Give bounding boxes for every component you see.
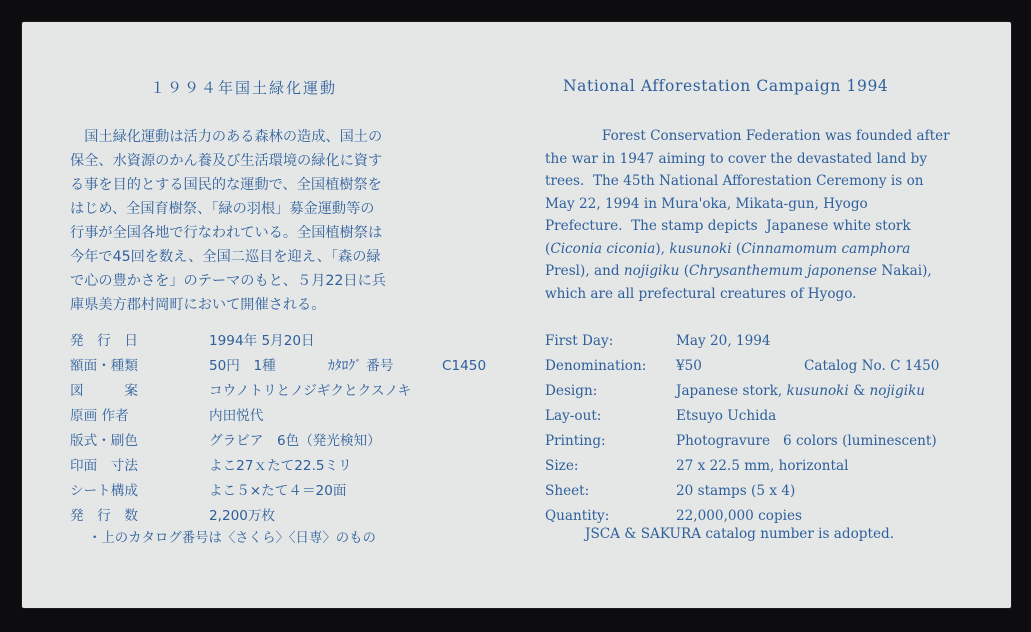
italic-run: kusunoki — [786, 383, 849, 399]
italic-run: Cinnamomum camphora — [741, 240, 911, 257]
text-run: Forest Conservation Federation was founded after — [576, 128, 950, 144]
japanese-paragraph-line: 国土緑化運動は活力のある森林の造成、国土の — [70, 129, 383, 145]
detail-value: グラビア 6色（発光検知） — [209, 433, 381, 449]
detail-label: 原画 作者 — [70, 408, 129, 424]
english-paragraph-line — [545, 170, 985, 193]
english-paragraph-line — [545, 148, 985, 171]
text-run: May 22, 1994 in Mura'oka, Mikata-gun, Hyogo — [545, 195, 868, 212]
detail-label: 図 案 — [70, 383, 138, 399]
catalog-number: Catalog No. C 1450 — [804, 358, 940, 374]
detail-label: 額面・種類 — [70, 358, 138, 374]
english-paragraph-line — [545, 283, 985, 306]
italic-run: Ciconia ciconia — [550, 240, 656, 257]
detail-value: 2,200万枚 — [209, 508, 276, 524]
japanese-paragraph-line: はじめ、全国育樹祭、「緑の羽根」募金運動等の — [70, 201, 375, 217]
japanese-paragraph-line: 庫県美方郡村岡町において開催される。 — [70, 297, 326, 313]
detail-label: First Day: — [545, 333, 614, 349]
text-run: ( — [679, 263, 690, 279]
japanese-title: １９９４年国土緑化運動 — [150, 79, 338, 97]
catalog-label: ｶﾀﾛｸﾞ 番号 — [328, 358, 394, 374]
text-run: the war in 1947 aiming to cover the devastated land by — [545, 150, 928, 167]
detail-value: Etsuyo Uchida — [676, 408, 777, 424]
english-paragraph-line — [545, 193, 985, 216]
text-run: Japanese stork, — [676, 383, 787, 399]
catalog-number: C1450 — [442, 358, 487, 374]
japanese-paragraph — [70, 125, 500, 317]
text-run: & — [848, 383, 870, 399]
english-paragraph-line — [545, 125, 985, 148]
english-paragraph-line — [545, 215, 985, 238]
detail-label: 版式・刷色 — [70, 433, 138, 449]
italic-run: Chrysanthemum japonense — [689, 263, 878, 279]
japanese-paragraph-line: で心の豊かさを」のテーマのもと、５月22日に兵 — [70, 273, 386, 289]
japanese-paragraph-line: 保全、水資源のかん養及び生活環境の緑化に資す — [70, 153, 383, 169]
english-title: National Afforestation Campaign 1994 — [563, 77, 889, 95]
detail-label: Denomination: — [545, 358, 647, 374]
italic-run: nojigiku — [623, 263, 680, 279]
detail-value: よこ27ｘたて22.5ミリ — [209, 458, 352, 474]
japanese-paragraph-line: 行事が全国各地で行なわれている。全国植樹祭は — [70, 225, 383, 241]
text-run: trees. The 45th National Afforestation Ceremony is on — [545, 173, 924, 189]
japanese-paragraph-line: る事を目的とする国民的な運動で、全国植樹祭を — [70, 177, 382, 193]
italic-run: nojigiku — [869, 383, 926, 399]
detail-value: ¥50 — [676, 358, 702, 374]
detail-label: 発 行 日 — [70, 333, 138, 349]
english-paragraph-line — [545, 260, 985, 283]
detail-value: 50円 1種 — [209, 358, 276, 374]
italic-run: kusunoki — [669, 240, 732, 257]
detail-label: Lay-out: — [545, 408, 602, 424]
detail-label: Size: — [545, 458, 579, 474]
detail-label: Quantity: — [545, 508, 610, 524]
detail-label: 発 行 数 — [70, 508, 138, 524]
text-run: Prefecture. The stamp depicts Japanese white stork — [545, 218, 911, 234]
text-run: Presl), and — [545, 263, 624, 279]
detail-value: Photogravure 6 colors (luminescent) — [676, 433, 937, 449]
text-run: which are all prefectural creatures of Hyogo. — [545, 285, 857, 302]
detail-label: Design: — [545, 383, 598, 399]
japanese-paragraph-line: 今年で45回を数え、全国二巡目を迎え、「森の緑 — [70, 249, 381, 265]
detail-value: 内田悦代 — [209, 408, 264, 424]
detail-value: 27 x 22.5 mm, horizontal — [676, 458, 849, 474]
detail-label: Sheet: — [545, 483, 590, 499]
info-card — [22, 22, 1011, 608]
japanese-catalog-note: ・上のカタログ番号は〈さくら〉〈日専〉のもの — [88, 531, 376, 546]
detail-value: コウノトリとノジギクとクスノキ — [209, 383, 412, 399]
text-run: ( — [545, 240, 551, 257]
detail-value: 1994年 5月20日 — [209, 333, 315, 349]
detail-value — [676, 379, 925, 404]
english-catalog-note: JSCA & SAKURA catalog number is adopted. — [585, 526, 895, 542]
text-run: Nakai), — [877, 263, 932, 279]
detail-label: シート構成 — [70, 483, 138, 499]
text-run: ), — [655, 240, 670, 257]
detail-value: 20 stamps (5 x 4) — [676, 483, 796, 499]
detail-value: よこ５×たて４＝20面 — [209, 483, 347, 499]
detail-value: May 20, 1994 — [676, 333, 771, 349]
text-run: ( — [731, 240, 742, 257]
detail-value: 22,000,000 copies — [676, 508, 803, 524]
detail-label: Printing: — [545, 433, 606, 449]
english-paragraph-line — [545, 238, 985, 261]
english-paragraph — [545, 125, 985, 305]
detail-label: 印面 寸法 — [70, 458, 138, 474]
